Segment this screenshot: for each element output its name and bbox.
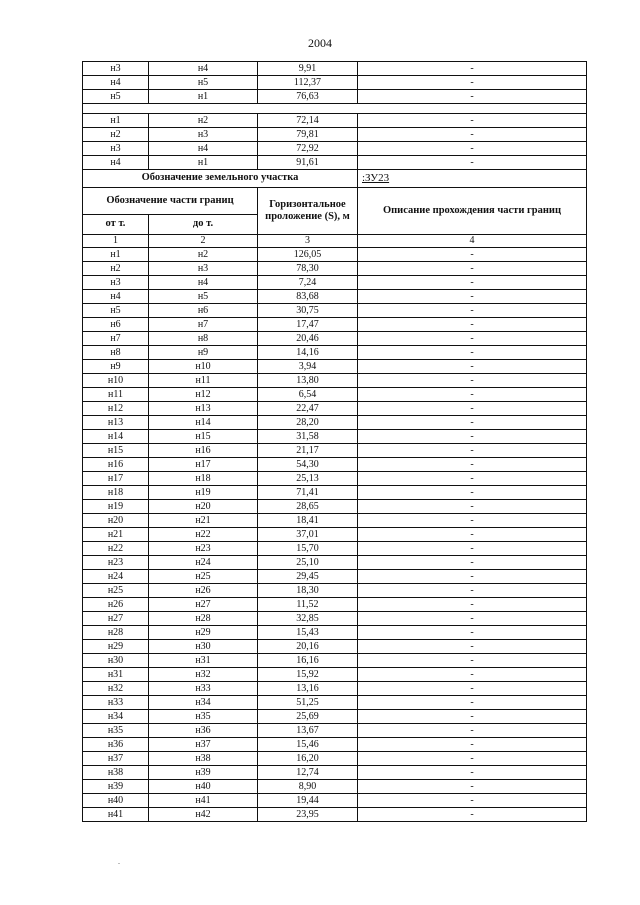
cell-from: н8 — [83, 346, 149, 360]
cell-to: н41 — [149, 794, 258, 808]
cell-from: н38 — [83, 766, 149, 780]
cell-length: 20,16 — [258, 640, 358, 654]
cell-description: - — [358, 62, 587, 76]
cell-from: н5 — [83, 90, 149, 104]
cell-description: - — [358, 76, 587, 90]
cell-from: н3 — [83, 142, 149, 156]
cell-description: - — [358, 430, 587, 444]
column-number-row — [83, 235, 587, 248]
cell-to: н18 — [149, 472, 258, 486]
cell-from: н22 — [83, 542, 149, 556]
cell-to: н23 — [149, 542, 258, 556]
cell-description: - — [358, 374, 587, 388]
table-row — [83, 640, 587, 654]
cell-length: 19,44 — [258, 794, 358, 808]
cell-length: 30,75 — [258, 304, 358, 318]
table-row — [83, 360, 587, 374]
cell-to: н34 — [149, 696, 258, 710]
table-row — [83, 346, 587, 360]
cell-description: - — [358, 402, 587, 416]
cell-description: - — [358, 556, 587, 570]
second-rows-section — [83, 114, 587, 170]
cell-description: - — [358, 808, 587, 822]
plot-row — [83, 170, 587, 188]
cell-to: н28 — [149, 612, 258, 626]
cell-description: - — [358, 346, 587, 360]
table-row — [83, 416, 587, 430]
cell-from: н40 — [83, 794, 149, 808]
cell-description: - — [358, 570, 587, 584]
table-row — [83, 710, 587, 724]
cell-length: 15,92 — [258, 668, 358, 682]
cell-description: - — [358, 766, 587, 780]
cell-description: - — [358, 780, 587, 794]
cell-description: - — [358, 90, 587, 104]
cell-to: н16 — [149, 444, 258, 458]
table-row — [83, 598, 587, 612]
cell-from: н37 — [83, 752, 149, 766]
cell-description: - — [358, 290, 587, 304]
cell-to: н6 — [149, 304, 258, 318]
table-row — [83, 444, 587, 458]
cell-description: - — [358, 142, 587, 156]
table-row — [83, 654, 587, 668]
cell-to: н3 — [149, 262, 258, 276]
table-row — [83, 612, 587, 626]
table-row — [83, 542, 587, 556]
cell-description: - — [358, 458, 587, 472]
cell-length: 14,16 — [258, 346, 358, 360]
cell-from: н3 — [83, 276, 149, 290]
cell-description: - — [358, 738, 587, 752]
cell-to: н25 — [149, 570, 258, 584]
cell-from: н3 — [83, 62, 149, 76]
cell-from: н29 — [83, 640, 149, 654]
table-row — [83, 668, 587, 682]
boundary-table — [82, 61, 587, 822]
cell-to: н14 — [149, 416, 258, 430]
cell-to: н33 — [149, 682, 258, 696]
cell-to: н24 — [149, 556, 258, 570]
cell-length: 28,65 — [258, 500, 358, 514]
cell-to: н7 — [149, 318, 258, 332]
cell-length: 32,85 — [258, 612, 358, 626]
table-row — [83, 472, 587, 486]
cell-length: 23,95 — [258, 808, 358, 822]
table-row — [83, 374, 587, 388]
table-row — [83, 500, 587, 514]
cell-to: н27 — [149, 598, 258, 612]
cell-description: - — [358, 156, 587, 170]
cell-length: 25,13 — [258, 472, 358, 486]
cell-from: н12 — [83, 402, 149, 416]
cell-description: - — [358, 332, 587, 346]
col-number-2: 2 — [149, 235, 258, 248]
table-row — [83, 738, 587, 752]
cell-to: н5 — [149, 290, 258, 304]
cell-length: 18,30 — [258, 584, 358, 598]
cell-to: н36 — [149, 724, 258, 738]
cell-length: 20,46 — [258, 332, 358, 346]
cell-length: 22,47 — [258, 402, 358, 416]
cell-to: н1 — [149, 156, 258, 170]
cell-to: н42 — [149, 808, 258, 822]
cell-length: 25,69 — [258, 710, 358, 724]
cell-length: 21,17 — [258, 444, 358, 458]
cell-from: н27 — [83, 612, 149, 626]
cell-to: н37 — [149, 738, 258, 752]
cell-description: - — [358, 710, 587, 724]
cell-from: н34 — [83, 710, 149, 724]
cell-length: 54,30 — [258, 458, 358, 472]
cell-to: н2 — [149, 114, 258, 128]
cell-description: - — [358, 276, 587, 290]
cell-description: - — [358, 444, 587, 458]
cell-from: н10 — [83, 374, 149, 388]
plot-label: Обозначение земельного участка — [83, 170, 358, 188]
cell-to: н5 — [149, 76, 258, 90]
cell-to: н11 — [149, 374, 258, 388]
cell-to: н4 — [149, 62, 258, 76]
cell-from: н11 — [83, 388, 149, 402]
cell-to: н31 — [149, 654, 258, 668]
table-row — [83, 570, 587, 584]
cell-description: - — [358, 416, 587, 430]
cell-from: н31 — [83, 668, 149, 682]
cell-length: 15,46 — [258, 738, 358, 752]
cell-from: н26 — [83, 598, 149, 612]
cell-to: н22 — [149, 528, 258, 542]
cell-description: - — [358, 472, 587, 486]
cell-from: н6 — [83, 318, 149, 332]
cell-from: н5 — [83, 304, 149, 318]
page-number: 2004 — [308, 36, 332, 50]
cell-from: н20 — [83, 514, 149, 528]
table-row — [83, 128, 587, 142]
cell-to: н15 — [149, 430, 258, 444]
table-row — [83, 626, 587, 640]
cell-to: н30 — [149, 640, 258, 654]
cell-from: н2 — [83, 128, 149, 142]
cell-description: - — [358, 248, 587, 262]
table-row — [83, 62, 587, 76]
header-row-1 — [83, 188, 587, 215]
cell-from: н21 — [83, 528, 149, 542]
cell-from: н1 — [83, 114, 149, 128]
cell-from: н32 — [83, 682, 149, 696]
table-row — [83, 794, 587, 808]
cell-length: 13,67 — [258, 724, 358, 738]
cell-description: - — [358, 668, 587, 682]
cell-length: 126,05 — [258, 248, 358, 262]
table-header-section — [83, 170, 587, 248]
cell-from: н9 — [83, 360, 149, 374]
cell-length: 16,20 — [258, 752, 358, 766]
table-row — [83, 290, 587, 304]
cell-from: н16 — [83, 458, 149, 472]
cell-to: н29 — [149, 626, 258, 640]
cell-length: 72,92 — [258, 142, 358, 156]
cell-from: н4 — [83, 290, 149, 304]
header-description: Описание прохождения части границ — [358, 188, 587, 235]
cell-from: н41 — [83, 808, 149, 822]
cell-description: - — [358, 500, 587, 514]
header-horizontal: Горизонтальное проложение (S), м — [258, 188, 358, 235]
table-row — [83, 318, 587, 332]
cell-to: н12 — [149, 388, 258, 402]
header-from: от т. — [83, 215, 149, 235]
cell-length: 25,10 — [258, 556, 358, 570]
cell-description: - — [358, 654, 587, 668]
cell-description: - — [358, 584, 587, 598]
cell-length: 31,58 — [258, 430, 358, 444]
col-number-1: 1 — [83, 235, 149, 248]
cell-length: 72,14 — [258, 114, 358, 128]
cell-from: н33 — [83, 696, 149, 710]
table-row — [83, 584, 587, 598]
table-row — [83, 682, 587, 696]
cell-description: - — [358, 794, 587, 808]
cell-to: н1 — [149, 90, 258, 104]
table-row — [83, 262, 587, 276]
cell-description: - — [358, 304, 587, 318]
spacer-row — [83, 104, 587, 114]
table-row — [83, 248, 587, 262]
cell-to: н19 — [149, 486, 258, 500]
table-row — [83, 304, 587, 318]
cell-description: - — [358, 528, 587, 542]
table-row — [83, 76, 587, 90]
cell-to: н3 — [149, 128, 258, 142]
cell-length: 13,16 — [258, 682, 358, 696]
table-row — [83, 780, 587, 794]
cell-description: - — [358, 640, 587, 654]
cell-to: н35 — [149, 710, 258, 724]
cell-to: н10 — [149, 360, 258, 374]
cell-description: - — [358, 612, 587, 626]
table-row — [83, 556, 587, 570]
cell-from: н17 — [83, 472, 149, 486]
cell-to: н9 — [149, 346, 258, 360]
cell-to: н21 — [149, 514, 258, 528]
table-row — [83, 766, 587, 780]
cell-description: - — [358, 318, 587, 332]
table-row — [83, 90, 587, 104]
table-row — [83, 114, 587, 128]
top-rows-section — [83, 62, 587, 104]
cell-from: н15 — [83, 444, 149, 458]
cell-description: - — [358, 262, 587, 276]
cell-length: 51,25 — [258, 696, 358, 710]
table-row — [83, 458, 587, 472]
scan-mark: . — [118, 857, 120, 866]
cell-to: н26 — [149, 584, 258, 598]
cell-description: - — [358, 752, 587, 766]
cell-from: н24 — [83, 570, 149, 584]
header-to: до т. — [149, 215, 258, 235]
cell-length: 91,61 — [258, 156, 358, 170]
cell-description: - — [358, 514, 587, 528]
col-number-4: 4 — [358, 235, 587, 248]
cell-description: - — [358, 486, 587, 500]
cell-length: 11,52 — [258, 598, 358, 612]
table-row — [83, 514, 587, 528]
spacer-section — [83, 104, 587, 114]
table-row — [83, 486, 587, 500]
main-rows-section — [83, 248, 587, 822]
cell-from: н23 — [83, 556, 149, 570]
cell-length: 29,45 — [258, 570, 358, 584]
cell-description: - — [358, 682, 587, 696]
cell-length: 37,01 — [258, 528, 358, 542]
plot-value: :ЗУ23 — [358, 170, 587, 188]
cell-description: - — [358, 388, 587, 402]
cell-from: н4 — [83, 156, 149, 170]
cell-description: - — [358, 128, 587, 142]
cell-length: 83,68 — [258, 290, 358, 304]
cell-to: н17 — [149, 458, 258, 472]
cell-from: н13 — [83, 416, 149, 430]
cell-from: н39 — [83, 780, 149, 794]
table-row — [83, 528, 587, 542]
cell-description: - — [358, 626, 587, 640]
cell-from: н7 — [83, 332, 149, 346]
cell-from: н1 — [83, 248, 149, 262]
cell-length: 76,63 — [258, 90, 358, 104]
table-row — [83, 752, 587, 766]
cell-length: 9,91 — [258, 62, 358, 76]
table-row — [83, 402, 587, 416]
cell-length: 15,43 — [258, 626, 358, 640]
cell-length: 3,94 — [258, 360, 358, 374]
cell-to: н39 — [149, 766, 258, 780]
cell-description: - — [358, 114, 587, 128]
table-row — [83, 430, 587, 444]
cell-from: н4 — [83, 76, 149, 90]
cell-description: - — [358, 696, 587, 710]
cell-length: 12,74 — [258, 766, 358, 780]
cell-length: 13,80 — [258, 374, 358, 388]
cell-from: н28 — [83, 626, 149, 640]
cell-to: н4 — [149, 142, 258, 156]
cell-to: н13 — [149, 402, 258, 416]
cell-to: н2 — [149, 248, 258, 262]
table-row — [83, 142, 587, 156]
cell-length: 28,20 — [258, 416, 358, 430]
cell-description: - — [358, 724, 587, 738]
cell-from: н19 — [83, 500, 149, 514]
cell-to: н32 — [149, 668, 258, 682]
cell-description: - — [358, 598, 587, 612]
table-row — [83, 276, 587, 290]
cell-length: 6,54 — [258, 388, 358, 402]
cell-description: - — [358, 360, 587, 374]
cell-length: 18,41 — [258, 514, 358, 528]
cell-to: н20 — [149, 500, 258, 514]
table-row — [83, 808, 587, 822]
cell-from: н35 — [83, 724, 149, 738]
table-row — [83, 388, 587, 402]
col-number-3: 3 — [258, 235, 358, 248]
cell-length: 16,16 — [258, 654, 358, 668]
cell-length: 7,24 — [258, 276, 358, 290]
cell-from: н36 — [83, 738, 149, 752]
cell-description: - — [358, 542, 587, 556]
table-row — [83, 156, 587, 170]
cell-from: н25 — [83, 584, 149, 598]
table-row — [83, 332, 587, 346]
cell-length: 17,47 — [258, 318, 358, 332]
cell-length: 15,70 — [258, 542, 358, 556]
cell-length: 112,37 — [258, 76, 358, 90]
cell-to: н40 — [149, 780, 258, 794]
table-row — [83, 696, 587, 710]
cell-from: н30 — [83, 654, 149, 668]
cell-length: 79,81 — [258, 128, 358, 142]
cell-to: н38 — [149, 752, 258, 766]
cell-from: н14 — [83, 430, 149, 444]
cell-length: 78,30 — [258, 262, 358, 276]
cell-from: н18 — [83, 486, 149, 500]
cell-to: н4 — [149, 276, 258, 290]
table-row — [83, 724, 587, 738]
cell-length: 71,41 — [258, 486, 358, 500]
cell-to: н8 — [149, 332, 258, 346]
cell-length: 8,90 — [258, 780, 358, 794]
cell-from: н2 — [83, 262, 149, 276]
header-part-designation: Обозначение части границ — [83, 188, 258, 215]
